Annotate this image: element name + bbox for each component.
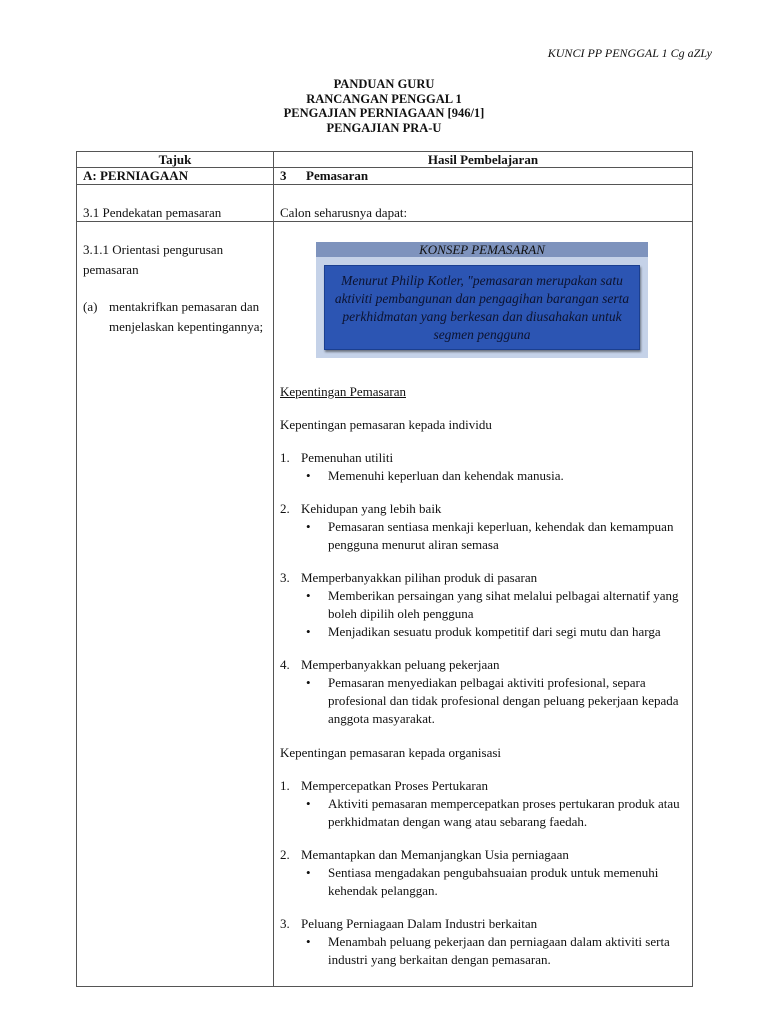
bullet-icon: • bbox=[306, 796, 311, 811]
individual-heading: Kepentingan pemasaran kepada individu bbox=[280, 417, 492, 432]
section-right bbox=[274, 168, 693, 185]
section-title: Pemasaran bbox=[306, 168, 369, 183]
bullet-icon: • bbox=[306, 468, 311, 483]
numbered-point bbox=[280, 846, 686, 864]
importance-item bbox=[280, 656, 686, 728]
topic-right-cell bbox=[274, 185, 693, 222]
concept-box-heading: KONSEP PEMASARAN bbox=[316, 242, 648, 257]
title-line: PANDUAN GURU bbox=[333, 77, 435, 91]
left-content-cell bbox=[77, 222, 274, 987]
bullet-text: Pemasaran sentiasa menkaji keperluan, kehendak dan kemampuan pengguna menurut aliran semasa bbox=[328, 519, 674, 552]
concept-box-text: Menurut Philip Kotler, "pemasaran merupakan satu aktiviti pembangunan dan pengagihan barangan serta perkhidmatan yang berkesan dan diusahakan untuk segmen pengguna bbox=[324, 265, 640, 350]
point-title: Memperbanyakkan pilihan produk di pasaran bbox=[301, 570, 538, 585]
bullet-item bbox=[301, 674, 686, 728]
title-line: PENGAJIAN PERNIAGAAN [946/1] bbox=[283, 106, 485, 120]
organisation-heading: Kepentingan pemasaran kepada organisasi bbox=[280, 745, 502, 760]
importance-item bbox=[280, 449, 686, 485]
bullet-item bbox=[301, 467, 686, 485]
importance-title: Kepentingan Pemasaran bbox=[280, 384, 406, 399]
bullet-list bbox=[301, 467, 686, 485]
bullet-icon: • bbox=[306, 519, 311, 534]
bullet-item bbox=[301, 864, 686, 900]
bullet-list bbox=[301, 674, 686, 728]
section-number: 3 bbox=[280, 168, 287, 183]
importance-item bbox=[280, 500, 686, 554]
individual-list bbox=[280, 449, 686, 728]
topic-left-cell bbox=[77, 185, 274, 222]
bullet-icon: • bbox=[306, 624, 311, 639]
document-code: KUNCI PP PENGGAL 1 Cg aZLy bbox=[547, 46, 712, 60]
topic-left: 3.1 Pendekatan pemasaran bbox=[83, 205, 222, 220]
numbered-point bbox=[280, 500, 686, 518]
bullet-text: Aktiviti pemasaran mempercepatkan proses pertukaran produk atau perkhidmatan dengan wang atau sebarang faedah. bbox=[328, 796, 680, 829]
point-number: 2. bbox=[280, 501, 290, 516]
point-title: Kehidupan yang lebih baik bbox=[301, 501, 442, 516]
subtopic: 3.1.1 Orientasi pengurusan pemasaran bbox=[83, 242, 224, 277]
bullet-icon: • bbox=[306, 934, 311, 949]
point-number: 1. bbox=[280, 450, 290, 465]
point-number: 1. bbox=[280, 778, 290, 793]
importance-item bbox=[280, 777, 686, 831]
importance-item bbox=[280, 915, 686, 969]
title-line: PENGAJIAN PRA-U bbox=[326, 120, 442, 135]
bullet-text: Sentiasa mengadakan pengubahsuaian produk untuk memenuhi kehendak pelanggan. bbox=[328, 865, 659, 898]
numbered-point bbox=[280, 449, 686, 467]
point-title: Peluang Perniagaan Dalam Industri berkaitan bbox=[301, 916, 538, 931]
document-title bbox=[0, 77, 768, 135]
point-number: 3. bbox=[280, 916, 290, 931]
bullet-text: Memberikan persaingan yang sihat melalui pelbagai alternatif yang boleh dipilih oleh pengguna bbox=[328, 588, 679, 621]
concept-box bbox=[316, 242, 648, 358]
bullet-text: Pemasaran menyediakan pelbagai aktiviti profesional, separa profesional dan tidak profesional dengan peluang pekerjaan kepada anggota masyarakat. bbox=[328, 675, 679, 726]
point-title: Memperbanyakkan peluang pekerjaan bbox=[301, 657, 500, 672]
numbered-point bbox=[280, 915, 686, 933]
point-number: 2. bbox=[280, 847, 290, 862]
objective-label: (a) bbox=[83, 299, 98, 314]
bullet-icon: • bbox=[306, 588, 311, 603]
bullet-list bbox=[301, 587, 686, 641]
point-title: Memantapkan dan Memanjangkan Usia perniagaan bbox=[301, 847, 569, 862]
bullet-item bbox=[301, 795, 686, 831]
importance-item bbox=[280, 846, 686, 900]
bullet-item bbox=[301, 587, 686, 623]
importance-item bbox=[280, 569, 686, 641]
bullet-text: Menjadikan sesuatu produk kompetitif dari segi mutu dan harga bbox=[328, 624, 661, 639]
bullet-text: Menambah peluang pekerjaan dan perniagaan dalam aktiviti serta industri yang berkaitan dengan pemasaran. bbox=[328, 934, 670, 967]
bullet-list bbox=[301, 518, 686, 554]
point-title: Mempercepatkan Proses Pertukaran bbox=[301, 778, 488, 793]
section-left: A: PERNIAGAAN bbox=[77, 168, 274, 185]
point-number: 3. bbox=[280, 570, 290, 585]
syllabus-table bbox=[76, 151, 693, 987]
bullet-icon: • bbox=[306, 865, 311, 880]
bullet-item bbox=[301, 623, 686, 641]
column-header-hasil: Hasil Pembelajaran bbox=[274, 152, 693, 168]
bullet-list bbox=[301, 864, 686, 900]
objective-text: mentakrifkan pemasaran dan menjelaskan kepentingannya; bbox=[109, 299, 264, 334]
objective-item bbox=[83, 297, 267, 337]
numbered-point bbox=[280, 777, 686, 795]
topic-right: Calon seharusnya dapat: bbox=[280, 205, 408, 220]
column-header-tajuk: Tajuk bbox=[77, 152, 274, 168]
point-number: 4. bbox=[280, 657, 290, 672]
title-line: RANCANGAN PENGGAL 1 bbox=[306, 91, 462, 106]
numbered-point bbox=[280, 569, 686, 587]
bullet-text: Memenuhi keperluan dan kehendak manusia. bbox=[328, 468, 564, 483]
bullet-icon: • bbox=[306, 675, 311, 690]
bullet-item bbox=[301, 933, 686, 969]
bullet-list bbox=[301, 795, 686, 831]
point-title: Pemenuhan utiliti bbox=[301, 450, 394, 465]
right-content-cell bbox=[274, 222, 693, 987]
bullet-item bbox=[301, 518, 686, 554]
numbered-point bbox=[280, 656, 686, 674]
organisation-list bbox=[280, 777, 686, 969]
bullet-list bbox=[301, 933, 686, 969]
